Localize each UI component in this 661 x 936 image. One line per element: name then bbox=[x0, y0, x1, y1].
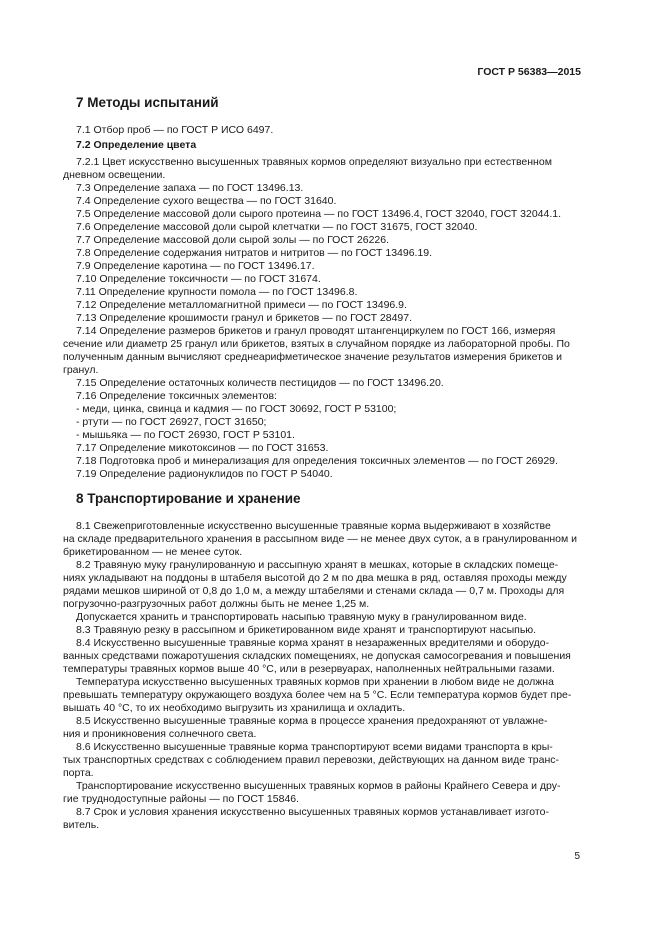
text-line: 8.2 Травяную муку гранулированную и рассыпную хранят в мешках, которые в складских помеще- bbox=[76, 559, 559, 571]
text-line: 7.15 Определение остаточных количеств пестицидов — по ГОСТ 13496.20. bbox=[76, 377, 444, 389]
text-line: дневном освещении. bbox=[63, 169, 166, 181]
document-number-header: ГОСТ Р 56383—2015 bbox=[477, 66, 581, 78]
page-number: 5 bbox=[574, 851, 580, 862]
text-line: 7.6 Определение массовой доли сырой клетчатки — по ГОСТ 31675, ГОСТ 32040. bbox=[76, 221, 478, 233]
text-line: 7.7 Определение массовой доли сырой золы — по ГОСТ 26226. bbox=[76, 234, 390, 246]
text-line: 7.1 Отбор проб — по ГОСТ Р ИСО 6497. bbox=[76, 124, 274, 136]
text-line: на складе предварительного хранения в рассыпном виде — не менее двух суток, а в гранулированном и bbox=[63, 533, 578, 545]
text-line: 8.7 Срок и условия хранения искусственно высушенных травяных кормов устанавливает изгото- bbox=[76, 806, 549, 818]
section-8-heading: 8 Транспортирование и хранение bbox=[76, 491, 301, 506]
text-line: 7.10 Определение токсичности — по ГОСТ 31674. bbox=[76, 273, 321, 285]
text-line: - меди, цинка, свинца и кадмия — по ГОСТ 30692, ГОСТ Р 53100; bbox=[76, 403, 397, 415]
text-line: ванных средствами пожаротушения складских помещениях, не допуская самосогревания и повышения bbox=[63, 650, 571, 662]
section-7-heading: 7 Методы испытаний bbox=[76, 95, 219, 110]
text-line: 7.11 Определение крупности помола — по ГОСТ 13496.8. bbox=[76, 286, 358, 298]
text-line: гие труднодоступные районы — по ГОСТ 15846. bbox=[63, 793, 300, 805]
text-line: 7.9 Определение каротина — по ГОСТ 13496.17. bbox=[76, 260, 315, 272]
text-line: 7.8 Определение содержания нитратов и нитритов — по ГОСТ 13496.19. bbox=[76, 247, 433, 259]
text-line: Допускается хранить и транспортировать насыпью травяную муку в гранулированном виде. bbox=[76, 611, 527, 623]
text-line: порта. bbox=[63, 767, 94, 779]
text-line: 8.4 Искусственно высушенные травяные корма хранят в незараженных вредителями и оборудо- bbox=[76, 637, 550, 649]
text-line: брикетированном — не менее суток. bbox=[63, 546, 243, 558]
text-line: - ртути — по ГОСТ 26927, ГОСТ 31650; bbox=[76, 416, 267, 428]
text-line: 7.12 Определение металломагнитной примеси — по ГОСТ 13496.9. bbox=[76, 299, 407, 311]
text-line: тых транспортных средствах с соблюдением правил перевозки, действующих на данном виде транс- bbox=[63, 754, 559, 766]
text-line: гранул. bbox=[63, 364, 99, 376]
text-line: погрузочно-разгрузочных работ должны быть не менее 1,25 м. bbox=[63, 598, 370, 610]
text-line: витель. bbox=[63, 819, 100, 831]
text-line: Транспортирование искусственно высушенных травяных кормов в районы Крайнего Севера и дру- bbox=[76, 780, 561, 792]
subheading: 7.2 Определение цвета bbox=[76, 139, 197, 151]
text-line: 7.4 Определение сухого вещества — по ГОСТ 31640. bbox=[76, 195, 337, 207]
text-line: 7.3 Определение запаха — по ГОСТ 13496.13. bbox=[76, 182, 304, 194]
text-line: Температура искусственно высушенных травяных кормов при хранении в любом виде не должна bbox=[76, 676, 554, 688]
text-line: 7.14 Определение размеров брикетов и гранул проводят штангенциркулем по ГОСТ 166, измеряя bbox=[76, 325, 556, 337]
text-line: 8.3 Травяную резку в рассыпном и брикетированном виде хранят и транспортируют насыпью. bbox=[76, 624, 537, 636]
text-line: 8.6 Искусственно высушенные травяные корма транспортируют всеми видами транспорта в кры- bbox=[76, 741, 553, 753]
text-line: 7.19 Определение радионуклидов по ГОСТ Р 54040. bbox=[76, 468, 333, 480]
text-line: 7.13 Определение крошимости гранул и брикетов — по ГОСТ 28497. bbox=[76, 312, 413, 324]
text-line: сечение или диаметр 25 гранул или брикетов, взятых в случайном порядке из лабораторной пробы. По bbox=[63, 338, 570, 350]
text-line: вышать 40 °С, то их необходимо выгрузить из хранилища и охладить. bbox=[63, 702, 406, 714]
text-line: полученным данным вычисляют среднеарифметическое значение результатов измерения брикетов и bbox=[63, 351, 563, 363]
text-line: рядами мешков шириной от 0,8 до 1,0 м, а между штабелями и стенами склада — 0,7 м. Проходы для bbox=[63, 585, 565, 597]
text-line: - мышьяка — по ГОСТ 26930, ГОСТ Р 53101. bbox=[76, 429, 295, 441]
text-line: ния и проникновения солнечного света. bbox=[63, 728, 257, 740]
text-line: температуры травяных кормов выше 40 °С, или в резервуарах, наполненных нейтральными газами. bbox=[63, 663, 555, 675]
text-line: 7.5 Определение массовой доли сырого протеина — по ГОСТ 13496.4, ГОСТ 32040, ГОСТ 32044.1. bbox=[76, 208, 562, 220]
text-line: 7.18 Подготовка проб и минерализация для определения токсичных элементов — по ГОСТ 26929. bbox=[76, 455, 558, 467]
text-line: 8.5 Искусственно высушенные травяные корма в процессе хранения предохраняют от увлажне- bbox=[76, 715, 548, 727]
text-line: 7.16 Определение токсичных элементов: bbox=[76, 390, 277, 402]
text-line: 7.17 Определение микотоксинов — по ГОСТ 31653. bbox=[76, 442, 329, 454]
text-line: превышать температуру окружающего воздуха более чем на 5 °С. Если температура кормов будет пре- bbox=[63, 689, 572, 701]
text-line: ниях укладывают на поддоны в штабеля высотой до 2 м по два мешка в ряд, оставляя проходы между bbox=[63, 572, 567, 584]
text-line: 8.1 Свежеприготовленные искусственно высушенные травяные корма выдерживают в хозяйстве bbox=[76, 520, 551, 532]
text-line: 7.2.1 Цвет искусственно высушенных травяных кормов определяют визуально при естественном bbox=[76, 156, 552, 168]
